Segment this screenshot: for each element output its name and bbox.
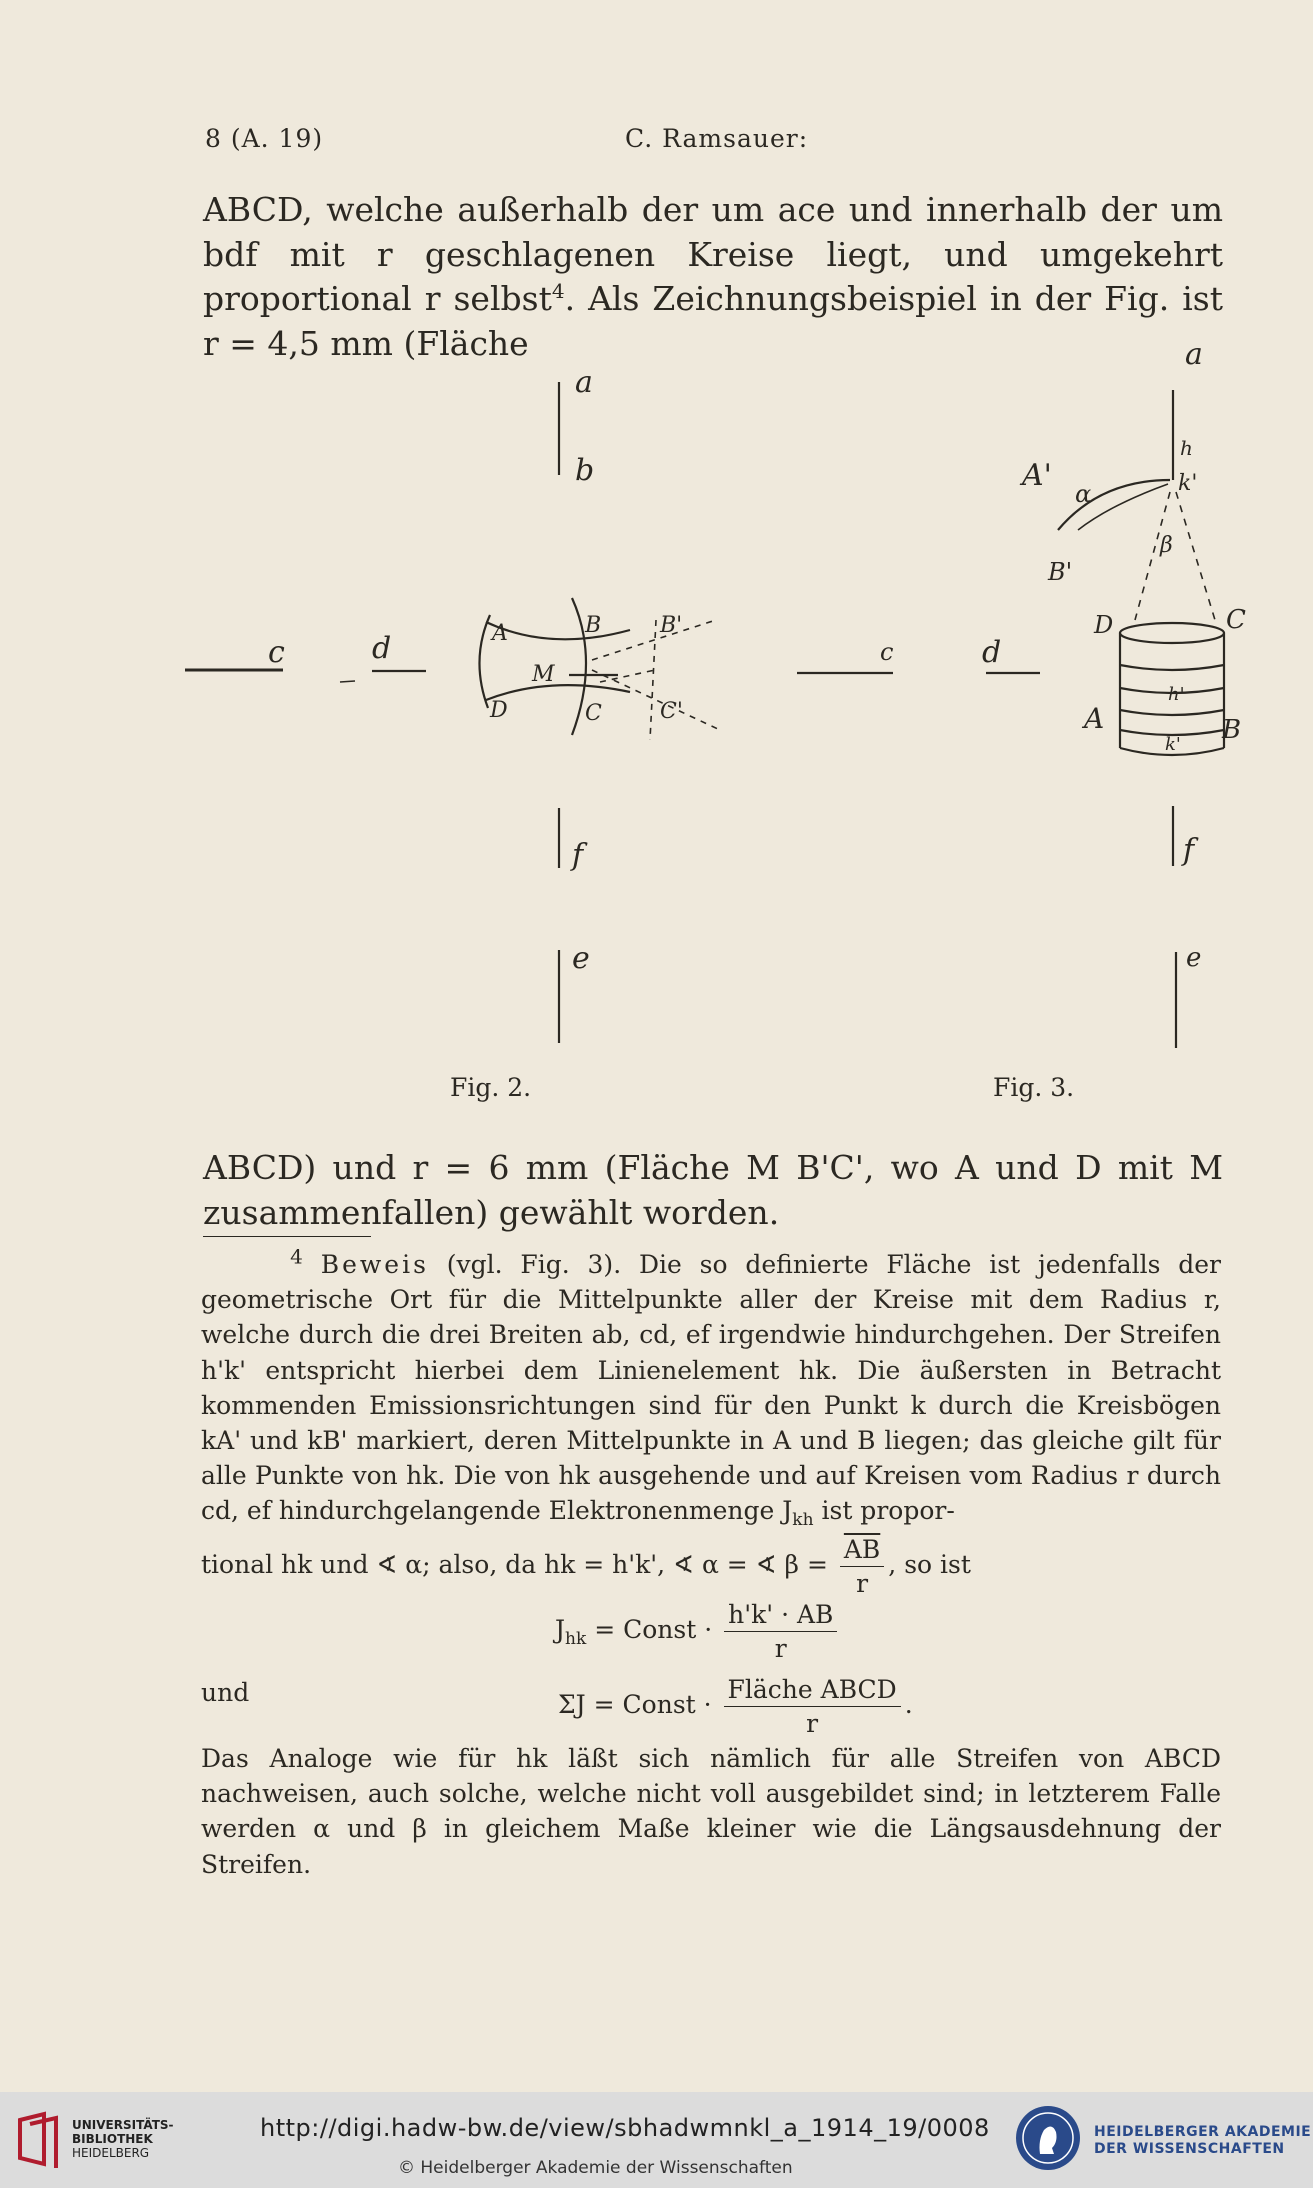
footer-bar [0, 2092, 1313, 2188]
fig3-label-beta: β [1160, 533, 1173, 558]
fraction-area-abcd: $\frac{\text{Fläche ABCD}}{r}$ [724, 1675, 901, 1738]
fig2-label-a: a [575, 365, 593, 400]
fig3-caption: Fig. 3. [993, 1073, 1075, 1102]
fig2-caption: Fig. 2. [450, 1073, 532, 1102]
fig3-label-D: D [1094, 611, 1114, 639]
fig3-label-d: d [982, 635, 1002, 670]
fig2-label-d: d [372, 631, 392, 666]
page-number-header: 8 (A. 19) [205, 124, 324, 153]
figure-area [0, 330, 1313, 1050]
paragraph-2: ABCD) und r = 6 mm (Fläche M B'C', wo A und D mit M zusammenfallen) gewählt worden. [203, 1148, 1223, 1232]
footnote-ref: 4 [551, 279, 565, 303]
running-title: C. Ramsauer: [625, 124, 809, 153]
equation-jhk: $J_{hk}$ = Const · $\frac{h'k' \cdot AB}{r}$ [555, 1600, 841, 1663]
fig3-label-alpha: α [1075, 480, 1092, 508]
footnote-text: $^4$ Beweis (vgl. Fig. 3). Die so definierte Fläche ist jedenfalls der geometrische Ort für die Mittelpunkte aller der Kreise mit dem Radius r, welche durch die drei Breiten ab, cd, ef irgendwie hindurchgehen. Der Streifen h'k' entspricht hierbei dem Linienelement hk. Die äußersten in Betracht kommenden Emissionsrichtungen sind für den Punkt k durch die Kreisbögen kA' und kB' markiert, deren Mittelpunkte in A und B liegen; das gleiche gilt für alle Punkte von hk. Die von hk ausgehende und auf Kreisen vom Radius r durch cd, ef hindurchgelangende Elektronenmenge $J_{kh}$ ist propor- [201, 1244, 1222, 1531]
fig2-label-C: C [585, 701, 602, 726]
fig2-label-f: f [572, 838, 584, 873]
fig3-label-kprime-bottom: k' [1165, 734, 1181, 755]
hadw-wordmark: HEIDELBERGER AKADEMIE DER WISSENSCHAFTEN [1094, 2124, 1312, 2157]
fig3-label-C: C [1226, 605, 1246, 635]
paragraph-1: ABCD, welche außerhalb der um ace und innerhalb der um bdf mit r geschlagenen Kreise liegt, und umgekehrt proportional r selbst$^4$. Als Zeichnungsbeispiel in der Fig. ist r = 4,5 mm (Fläche [203, 190, 1223, 363]
fig3-label-e: e [1186, 943, 1202, 973]
fig2-arc-right [572, 598, 586, 735]
fig2-label-A: A [492, 621, 508, 646]
fig3-label-f: f [1183, 833, 1195, 868]
copyright-text: © Heidelberger Akademie der Wissenschaften [398, 2158, 793, 2178]
fig3-label-c: c [880, 638, 894, 666]
fraction-ab-over-r: $\frac{\overline{AB}}{r}$ [840, 1535, 884, 1598]
fig2-label-Bprime: B' [660, 613, 683, 638]
fig3-label-hprime: h' [1168, 684, 1185, 705]
fig2-label-D: D [490, 698, 508, 723]
fig2-arc-left [479, 615, 490, 708]
fig3-label-kprime: k' [1178, 471, 1198, 496]
fraction-hk-ab: $\frac{h'k' \cdot AB}{r}$ [724, 1600, 837, 1663]
fig3-label-A: A [1084, 702, 1105, 735]
fig2-label-M: M [532, 662, 555, 687]
fig2-label-B: B [585, 613, 602, 638]
fig2-label-c: c [268, 635, 285, 670]
fig3-label-a: a [1185, 337, 1203, 372]
und-label: und [201, 1678, 250, 1707]
ub-logo-icon [14, 2110, 66, 2170]
fig2-label-b: b [575, 453, 595, 488]
fig3-label-B: B [1222, 715, 1242, 745]
footnote-marker: 4 [290, 1244, 303, 1269]
fig3-label-h: h [1180, 436, 1193, 460]
source-url-link[interactable]: http://digi.hadw-bw.de/view/sbhadwmnkl_a_1914_19/0008 [260, 2114, 990, 2142]
fig3-label-Aprime: A' [1022, 458, 1052, 493]
hadw-seal-icon [1014, 2104, 1082, 2172]
footnote-closing: Das Analoge wie für hk läßt sich nämlich für alle Streifen von ABCD nachweisen, auch solche, welche nicht voll ausgebildet sind; in letzterem Falle werden α und β in gleichem Maße kleiner wie die Längsausdehnung der Streifen. [201, 1744, 1221, 1879]
footnote-divider [203, 1236, 371, 1237]
equation-sigma-j: ΣJ = Const · $\frac{\text{Fläche ABCD}}{r}$ . [558, 1675, 913, 1738]
footnote-line-tional: tional hk und ∢ α; also, da hk = h'k', ∢ α = ∢ β = $\frac{\overline{AB}}{r}$ , so ist [201, 1535, 971, 1598]
ub-wordmark: UNIVERSITÄTS- BIBLIOTHEK HEIDELBERG [72, 2118, 174, 2160]
fig2-label-Cprime: C' [660, 699, 683, 724]
fig2-label-e: e [572, 941, 590, 976]
fig3-label-Bprime: B' [1048, 558, 1073, 586]
